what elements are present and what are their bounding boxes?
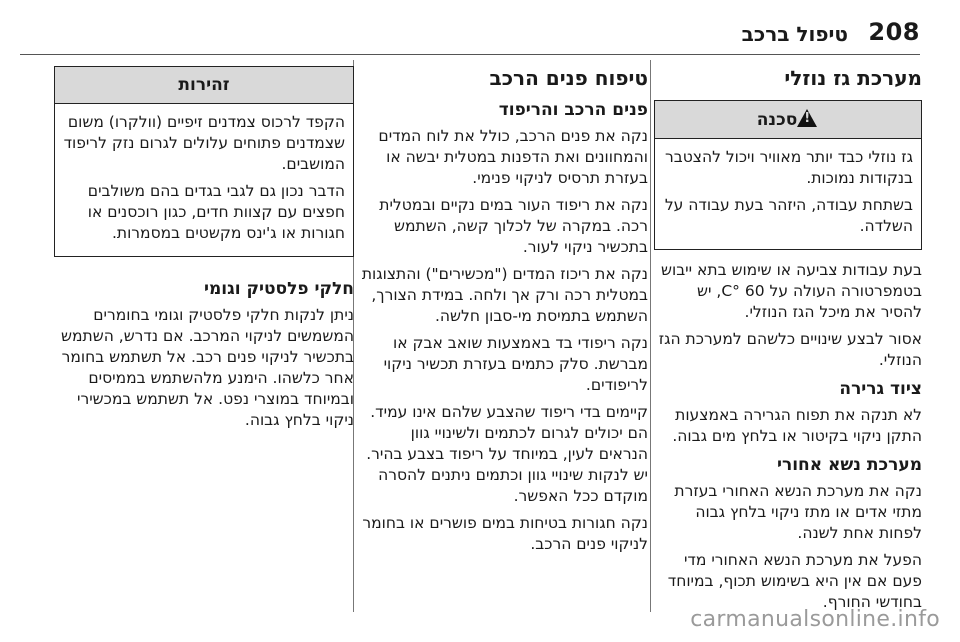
caution-paragraph: הקפד לרכוס צמדנים זיפיים (וולקרו) משום שצמדנים פתוחים עלולים לגרום נזק לריפוד המושבים. <box>63 113 345 173</box>
subsection-heading: ציוד גרירה <box>839 379 922 399</box>
watermark: carmanualsonline.info <box>690 607 940 632</box>
paragraph: קיימים בדי ריפוד שהצבע שלהם אינו עמיד. הם יכולים לגרום לכתמים ולשינויי גוון הנראים לעין, במיוחד על ריפוד בצבע בהיר. יש לנקות שינויי גוון וכתמים ניתנים להסרה מוקדם ככל האפשר. <box>366 403 648 505</box>
column-interior-care <box>361 60 648 612</box>
paragraph: נקה את פנים הרכב, כולל את לוח המדים והמחוונים ואת הדפנות במטלית יבשה או בעזרת תרסיס לניקוי פנימי. <box>378 127 648 187</box>
paragraph: לא תנקה את תפוח הגרירה באמצעות התקן ניקוי בקיטור או בלחץ מים גבוה. <box>672 406 922 445</box>
caution-box-header: זהירות <box>55 67 353 104</box>
subsection-heading: חלקי פלסטיק וגומי <box>204 279 354 299</box>
paragraph: נקה את מערכת הנשא האחורי בעזרת מתזי אדים או מתז ניקוי בלחץ גבוה לפחות אחת לשנה. <box>674 482 922 542</box>
page-header <box>0 0 960 62</box>
danger-paragraph: בשתחת עבודה, היזהר בעת עבודה על השלדה. <box>664 196 913 235</box>
subsection-heading: פנים הרכב והריפוד <box>498 100 648 120</box>
danger-box-body <box>655 139 921 249</box>
section-title: טיפוח פנים הרכב <box>489 66 648 90</box>
caution-paragraph: הדבר נכון גם לגבי בגדים בהם משולבים חפצים עם קצוות חדים, כגון רוכסנים או חגורות או ג'ינס מקשטים במסמרות. <box>87 182 345 242</box>
paragraph: נקה ריפודי בד באמצעות שואב אבק או מברשת. סלק כתמים בעזרת תכשיר ניקוי לריפודים. <box>383 334 648 394</box>
danger-box-header <box>655 101 921 139</box>
paragraph: נקה את ריפוד העור במים נקיים ובמטלית רכה. במקרה של לכלוך קשה, השתמש בתכשיר ניקוי לעור. <box>379 196 648 256</box>
column-caution-plastic <box>54 60 354 612</box>
paragraph: אסור לבצע שינויים כלשהם למערכת הגז הנוזלי. <box>658 330 922 369</box>
subsection-heading: מערכת נשא אחורי <box>776 455 922 475</box>
danger-box <box>654 100 922 250</box>
column-lpg-system <box>654 60 922 612</box>
paragraph: נקה את ריכוז המדים ("מכשירים") והתצוגות במטלית רכה ורק אך ולחה. במידת הצורך, השתמש בתמיסת מי-סבון חלשה. <box>361 265 648 325</box>
paragraph: הפעל את מערכת הנשא האחורי מדי פעם אם אין היא בשימוש תכוף, במיוחד בחודשי החורף. <box>667 551 922 611</box>
column-divider <box>650 60 651 612</box>
warning-triangle-icon <box>797 109 817 127</box>
section-title: מערכת גז נוזלי <box>784 66 922 90</box>
running-head: טיפול ברכב <box>741 22 848 46</box>
paragraph: ניתן לנקות חלקי פלסטיק וגומי בחומרים המשמשים לניקוי המרכב. אם נדרש, השתמש בתכשיר לניקוי פנים רכב. אל תשתמש בחומר אחר כלשהו. הימנע מלהשתמש בממיסים ובמיוחד במוצרי נפט. אל תשתמש במכשירי ניקוי בלחץ גבוה. <box>61 306 354 429</box>
caution-box <box>54 66 354 257</box>
paragraph: בעת עבודות צביעה או שימוש בתא ייבוש בטמפרטורה העולה על 60 °C, יש להסיר את מיכל הגז הנוזלי. <box>661 261 922 321</box>
danger-label: סכנה <box>756 110 798 130</box>
page-number: 208 <box>868 18 920 46</box>
caution-box-body <box>55 104 353 256</box>
danger-paragraph: גז נוזלי כבד יותר מאוויר ויכול להצטבר בנקודות נמוכות. <box>665 148 913 187</box>
header-rule <box>20 54 920 55</box>
paragraph: נקה חגורות בטיחות במים פושרים או בחומר לניקוי פנים הרכב. <box>362 514 648 553</box>
